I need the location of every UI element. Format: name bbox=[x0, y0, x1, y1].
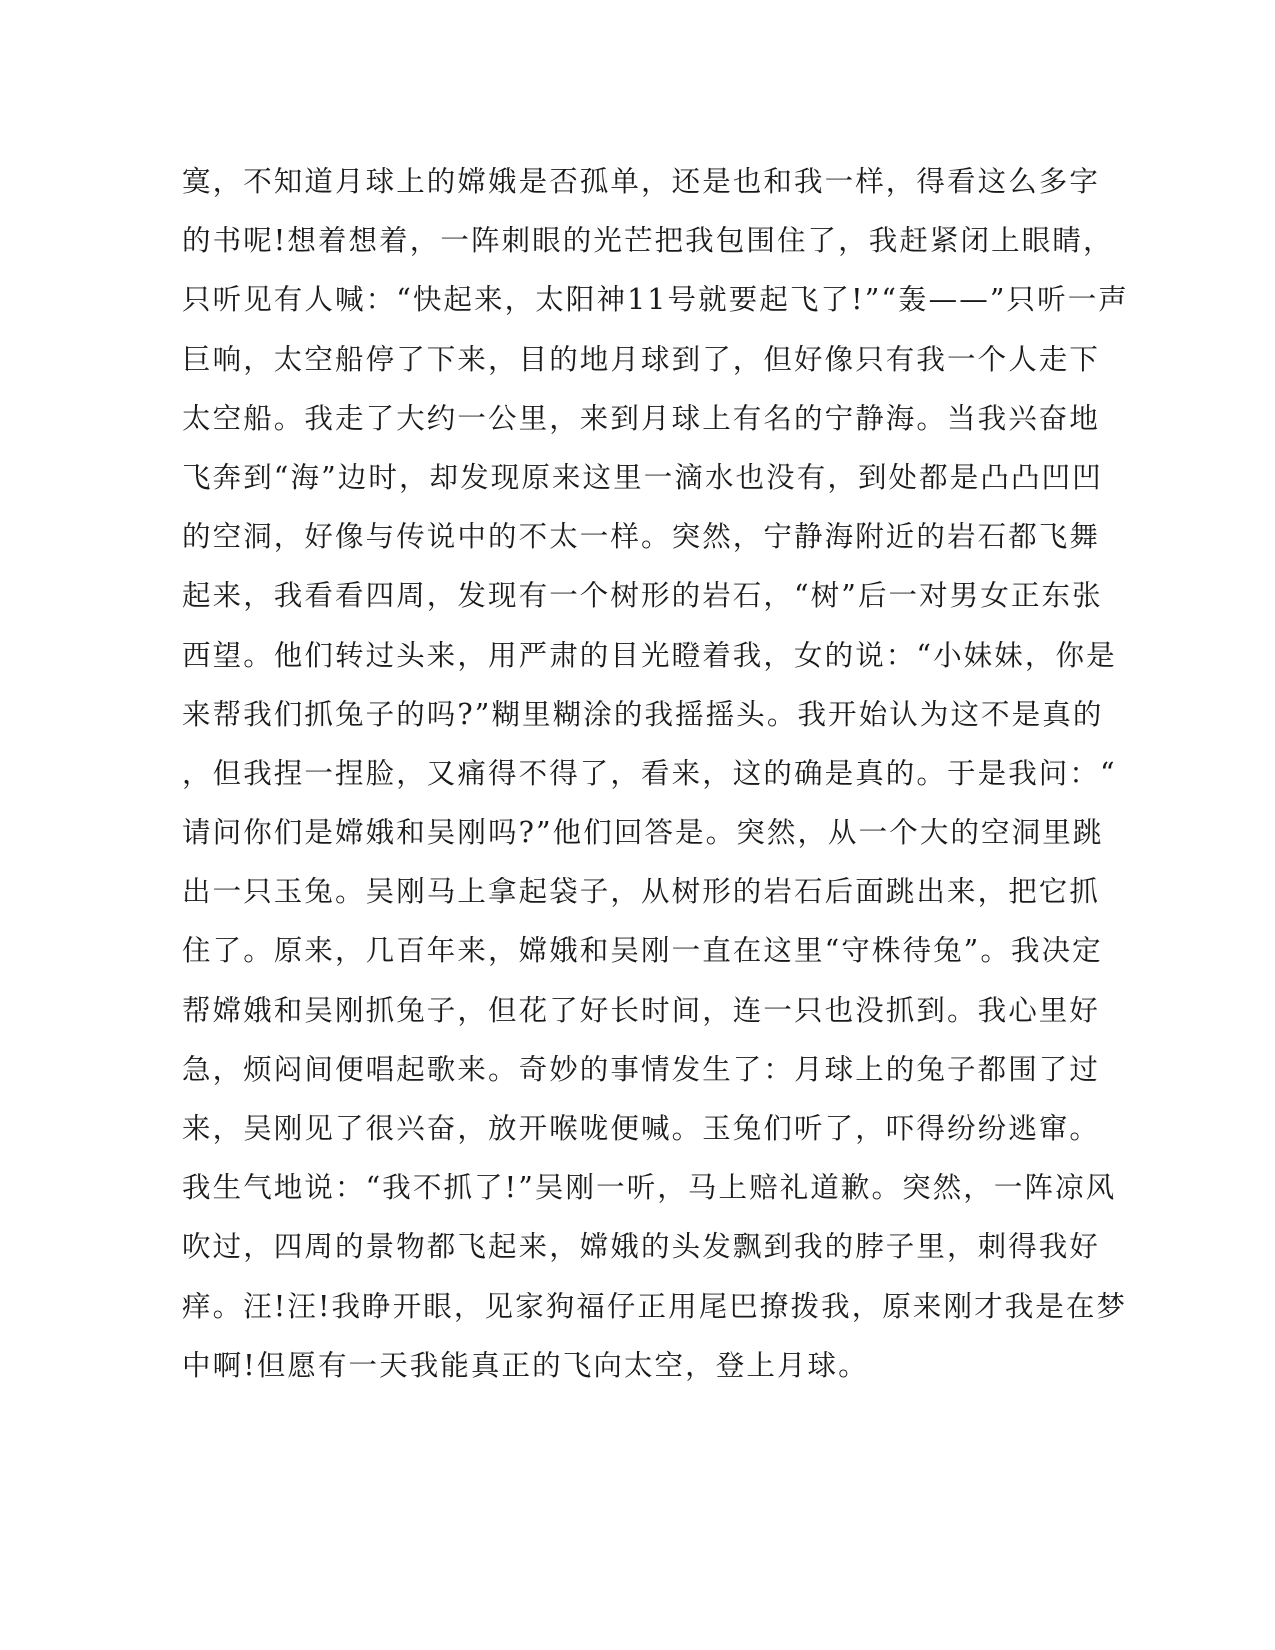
text-line: 痒。汪!汪!我睁开眼，见家狗福仔正用尾巴撩拨我，原来刚才我是在梦 bbox=[182, 1289, 1128, 1323]
text-line: 寞，不知道月球上的嫦娥是否孤单，还是也和我一样，得看这么多字 bbox=[182, 165, 1101, 198]
text-line: 我生气地说：“我不抓了!”吴刚一听，马上赔礼道歉。突然，一阵凉风 bbox=[182, 1171, 1117, 1205]
text-line: 来，吴刚见了很兴奋，放开喉咙便喊。玉兔们听了，吓得纷纷逃窜。 bbox=[182, 1112, 1101, 1145]
text-line: 来帮我们抓兔子的吗?”糊里糊涂的我摇摇头。我开始认为这不是真的 bbox=[182, 697, 1104, 731]
body-text bbox=[182, 152, 1129, 1395]
text-line: 吹过，四周的景物都飞起来，嫦娥的头发飘到我的脖子里，刺得我好 bbox=[182, 1230, 1101, 1264]
text-line: 飞奔到“海”边时，却发现原来这里一滴水也没有，到处都是凸凸凹凹 bbox=[182, 460, 1103, 494]
text-line: 西望。他们转过头来，用严肃的目光瞪着我，女的说：“小妹妹，你是 bbox=[182, 638, 1117, 672]
text-line: ，但我捏一捏脸，又痛得不得了，看来，这的确是真的。于是我问：“ bbox=[182, 756, 1117, 790]
text-line: 的空洞，好像与传说中的不太一样。突然，宁静海附近的岩石都飞舞 bbox=[182, 520, 1101, 554]
text-line: 的书呢!想着想着，一阵刺眼的光芒把我包围住了，我赶紧闭上眼睛， bbox=[182, 224, 1114, 258]
text-line: 帮嫦娥和吴刚抓兔子，但花了好长时间，连一只也没抓到。我心里好 bbox=[182, 993, 1101, 1027]
text-line: 出一只玉兔。吴刚马上拿起袋子，从树形的岩石后面跳出来，把它抓 bbox=[182, 875, 1101, 909]
text-line: 中啊!但愿有一天我能真正的飞向太空，登上月球。 bbox=[182, 1348, 869, 1382]
text-line: 请问你们是嫦娥和吴刚吗?”他们回答是。突然，从一个大的空洞里跳 bbox=[182, 816, 1104, 850]
text-line: 只听见有人喊：“快起来，太阳神11号就要起飞了!”“轰——”只听一声 bbox=[182, 283, 1129, 317]
text-line: 起来，我看看四周，发现有一个树形的岩石，“树”后一对男女正东张 bbox=[182, 579, 1103, 613]
text-line: 太空船。我走了大约一公里，来到月球上有名的宁静海。当我兴奋地 bbox=[182, 401, 1101, 435]
text-line: 巨响，太空船停了下来，目的地月球到了，但好像只有我一个人走下 bbox=[182, 342, 1101, 376]
text-line: 急，烦闷间便唱起歌来。奇妙的事情发生了：月球上的兔子都围了过 bbox=[182, 1052, 1101, 1086]
text-line: 住了。原来，几百年来，嫦娥和吴刚一直在这里“守株待兔”。我决定 bbox=[182, 934, 1103, 968]
